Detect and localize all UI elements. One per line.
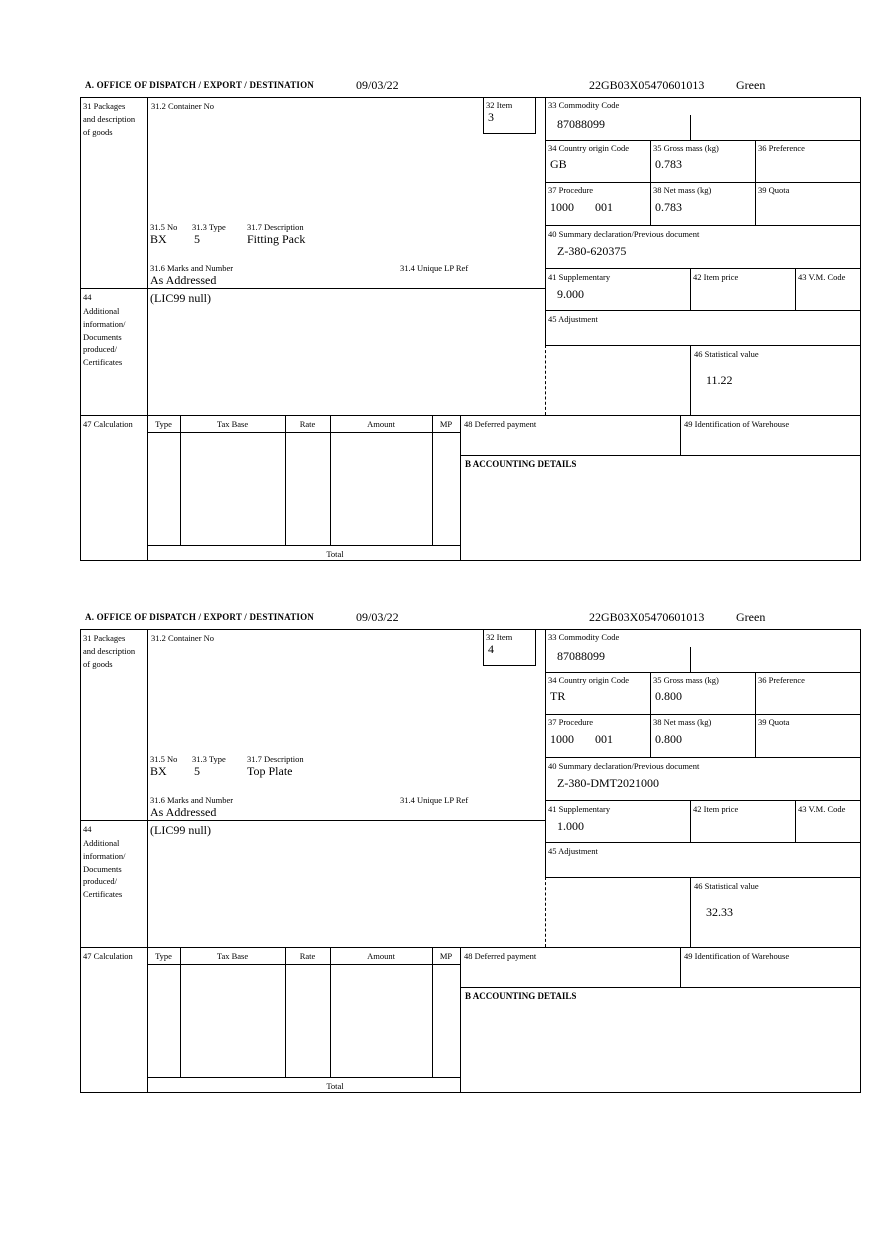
border-line (545, 842, 861, 843)
border-line (545, 225, 861, 226)
declaration-item-sheet (80, 78, 861, 578)
box44-additional-info-label: Additional information/ Documents produced/ Certificates (83, 306, 126, 367)
box48-deferred-payment-label: 48 Deferred payment (464, 419, 537, 429)
border-line (680, 415, 681, 455)
border-line (432, 947, 433, 1077)
border-line (483, 133, 536, 134)
border-line (483, 97, 484, 134)
border-line (460, 455, 861, 456)
border-line (680, 947, 681, 987)
box36-preference-label: 36 Preference (758, 675, 805, 685)
procedure-code-2-value: 001 (595, 732, 613, 746)
border-line (535, 629, 536, 666)
box36-preference-label: 36 Preference (758, 143, 805, 153)
box31-7-description-label: 31.7 Description (247, 222, 304, 232)
box31-6-marks-label: 31.6 Marks and Number (150, 263, 234, 273)
calc-col-mp-header: MP (439, 951, 453, 961)
calc-col-tax-base-header: Tax Base (216, 951, 249, 961)
border-line (795, 800, 796, 842)
border-line (545, 757, 861, 758)
calc-col-rate-header: Rate (299, 419, 316, 429)
border-line (545, 310, 861, 311)
box39-quota-label: 39 Quota (758, 185, 790, 195)
border-line (545, 714, 861, 715)
procedure-code-2-value: 001 (595, 200, 613, 214)
accounting-details-heading: B ACCOUNTING DETAILS (465, 459, 577, 469)
border-line (650, 140, 651, 225)
box31-4-unique-lp-ref-label: 31.4 Unique LP Ref (400, 263, 469, 273)
box42-item-price-label: 42 Item price (693, 272, 739, 282)
net-mass-value: 0.800 (655, 732, 682, 746)
box31-5-no-label: 31.5 No (150, 222, 178, 232)
border-line (545, 800, 861, 801)
box40-previous-document-label: 40 Summary declaration/Previous document (548, 229, 700, 239)
packages-type-value: 5 (194, 232, 200, 246)
box31-7-description-label: 31.7 Description (247, 754, 304, 764)
box45-adjustment-label: 45 Adjustment (548, 314, 598, 324)
border-line (147, 629, 148, 1093)
box49-warehouse-label: 49 Identification of Warehouse (684, 951, 790, 961)
border-line (330, 947, 331, 1077)
commodity-code-value: 87088099 (557, 649, 605, 663)
box47-calculation-label: 47 Calculation (83, 419, 133, 429)
item-number-value: 4 (488, 642, 494, 656)
declaration-item-sheet (80, 610, 861, 1110)
box41-supplementary-label: 41 Supplementary (548, 804, 611, 814)
box35-gross-mass-label: 35 Gross mass (kg) (653, 675, 719, 685)
routing-status: Green (736, 610, 766, 624)
country-origin-value: TR (550, 689, 566, 703)
border-line (795, 268, 796, 310)
border-line (860, 629, 861, 1093)
declaration-date: 09/03/22 (356, 610, 399, 624)
box43-vm-code-label: 43 V.M. Code (798, 804, 846, 814)
box32-item-label: 32 Item (486, 632, 513, 642)
border-line (460, 947, 461, 1092)
border-line (483, 629, 484, 666)
border-line (80, 947, 861, 948)
calc-col-amount-header: Amount (367, 419, 395, 429)
calc-col-type-header: Type (155, 951, 172, 961)
box40-previous-document-label: 40 Summary declaration/Previous document (548, 761, 700, 771)
border-line (545, 877, 861, 878)
border-line (285, 415, 286, 545)
border-line (147, 432, 460, 433)
commodity-code-separator-line (690, 647, 691, 672)
box46-statistical-value-label: 46 Statistical value (694, 881, 759, 891)
marks-and-numbers-value: As Addressed (150, 273, 217, 287)
border-line (860, 97, 861, 561)
border-line (147, 545, 460, 546)
previous-document-value: Z-380-DMT2021000 (557, 776, 659, 790)
box38-net-mass-label: 38 Net mass (kg) (653, 185, 712, 195)
box37-procedure-label: 37 Procedure (548, 717, 594, 727)
box31-3-type-label: 31.3 Type (192, 754, 226, 764)
border-line (432, 415, 433, 545)
box44-number-label: 44 (83, 824, 92, 834)
statistical-value: 11.22 (706, 373, 733, 387)
commodity-code-separator-line (690, 115, 691, 140)
box47-calculation-label: 47 Calculation (83, 951, 133, 961)
box37-procedure-label: 37 Procedure (548, 185, 594, 195)
previous-document-value: Z-380-620375 (557, 244, 627, 258)
border-line (80, 1092, 861, 1093)
supplementary-units-value: 9.000 (557, 287, 584, 301)
border-line (545, 672, 861, 673)
box31-packages-label: 31 Packages and description of goods (83, 101, 136, 137)
procedure-code-value: 1000 (550, 732, 574, 746)
border-line (285, 947, 286, 1077)
calc-col-amount-header: Amount (367, 951, 395, 961)
border-line (80, 415, 861, 416)
border-line (147, 964, 460, 965)
border-line (147, 97, 148, 561)
box32-item-label: 32 Item (486, 100, 513, 110)
gross-mass-value: 0.800 (655, 689, 682, 703)
border-line (545, 140, 861, 141)
border-line (690, 800, 691, 842)
box31-2-container-label: 31.2 Container No (151, 633, 215, 643)
box38-net-mass-label: 38 Net mass (kg) (653, 717, 712, 727)
accounting-details-heading: B ACCOUNTING DETAILS (465, 991, 577, 1001)
border-line (80, 820, 545, 821)
item-number-value: 3 (488, 110, 494, 124)
box31-6-marks-label: 31.6 Marks and Number (150, 795, 234, 805)
box35-gross-mass-label: 35 Gross mass (kg) (653, 143, 719, 153)
box44-additional-info-label: Additional information/ Documents produced/ Certificates (83, 838, 126, 899)
additional-information-value: (LIC99 null) (150, 291, 211, 305)
box34-origin-label: 34 Country origin Code (548, 143, 629, 153)
box46-statistical-value-label: 46 Statistical value (694, 349, 759, 359)
gross-mass-value: 0.783 (655, 157, 682, 171)
net-mass-value: 0.783 (655, 200, 682, 214)
box43-vm-code-label: 43 V.M. Code (798, 272, 846, 282)
border-line (650, 672, 651, 757)
box33-commodity-label: 33 Commodity Code (548, 100, 620, 110)
box31-3-type-label: 31.3 Type (192, 222, 226, 232)
border-line (80, 560, 861, 561)
box44-number-label: 44 (83, 292, 92, 302)
commodity-code-value: 87088099 (557, 117, 605, 131)
border-line (690, 877, 691, 947)
border-line (80, 97, 861, 98)
box39-quota-label: 39 Quota (758, 717, 790, 727)
additional-information-value: (LIC99 null) (150, 823, 211, 837)
border-line (460, 415, 461, 560)
border-line (180, 415, 181, 545)
border-line (460, 987, 861, 988)
calc-total-label: Total (326, 549, 344, 559)
border-line (755, 140, 756, 225)
calc-col-type-header: Type (155, 419, 172, 429)
border-line (180, 947, 181, 1077)
calc-col-rate-header: Rate (299, 951, 316, 961)
border-line (545, 182, 861, 183)
box33-commodity-label: 33 Commodity Code (548, 632, 620, 642)
border-line (80, 288, 545, 289)
border-line (80, 629, 861, 630)
calc-col-tax-base-header: Tax Base (216, 419, 249, 429)
packages-no-value: BX (150, 232, 167, 246)
statistical-value: 32.33 (706, 905, 733, 919)
border-line (690, 345, 691, 415)
declaration-date: 09/03/22 (356, 78, 399, 92)
box45-adjustment-label: 45 Adjustment (548, 846, 598, 856)
border-line (755, 672, 756, 757)
border-line (690, 268, 691, 310)
dashed-border-line (545, 345, 546, 415)
box49-warehouse-label: 49 Identification of Warehouse (684, 419, 790, 429)
country-origin-value: GB (550, 157, 567, 171)
office-of-dispatch-heading: A. OFFICE OF DISPATCH / EXPORT / DESTINATION (85, 612, 315, 622)
box31-4-unique-lp-ref-label: 31.4 Unique LP Ref (400, 795, 469, 805)
box34-origin-label: 34 Country origin Code (548, 675, 629, 685)
box41-supplementary-label: 41 Supplementary (548, 272, 611, 282)
routing-status: Green (736, 78, 766, 92)
box31-5-no-label: 31.5 No (150, 754, 178, 764)
border-line (80, 97, 81, 561)
marks-and-numbers-value: As Addressed (150, 805, 217, 819)
goods-description-value: Top Plate (247, 764, 293, 778)
border-line (330, 415, 331, 545)
calc-total-label: Total (326, 1081, 344, 1091)
border-line (545, 629, 546, 877)
box31-packages-label: 31 Packages and description of goods (83, 633, 136, 669)
border-line (545, 97, 546, 345)
dashed-border-line (545, 877, 546, 947)
border-line (483, 665, 536, 666)
packages-no-value: BX (150, 764, 167, 778)
border-line (535, 97, 536, 134)
office-of-dispatch-heading: A. OFFICE OF DISPATCH / EXPORT / DESTINATION (85, 80, 315, 90)
movement-reference-number: 22GB03X05470601013 (589, 78, 705, 92)
border-line (80, 629, 81, 1093)
border-line (147, 1077, 460, 1078)
movement-reference-number: 22GB03X05470601013 (589, 610, 705, 624)
box31-2-container-label: 31.2 Container No (151, 101, 215, 111)
supplementary-units-value: 1.000 (557, 819, 584, 833)
goods-description-value: Fitting Pack (247, 232, 306, 246)
procedure-code-value: 1000 (550, 200, 574, 214)
box48-deferred-payment-label: 48 Deferred payment (464, 951, 537, 961)
calc-col-mp-header: MP (439, 419, 453, 429)
border-line (545, 345, 861, 346)
box42-item-price-label: 42 Item price (693, 804, 739, 814)
packages-type-value: 5 (194, 764, 200, 778)
border-line (545, 268, 861, 269)
